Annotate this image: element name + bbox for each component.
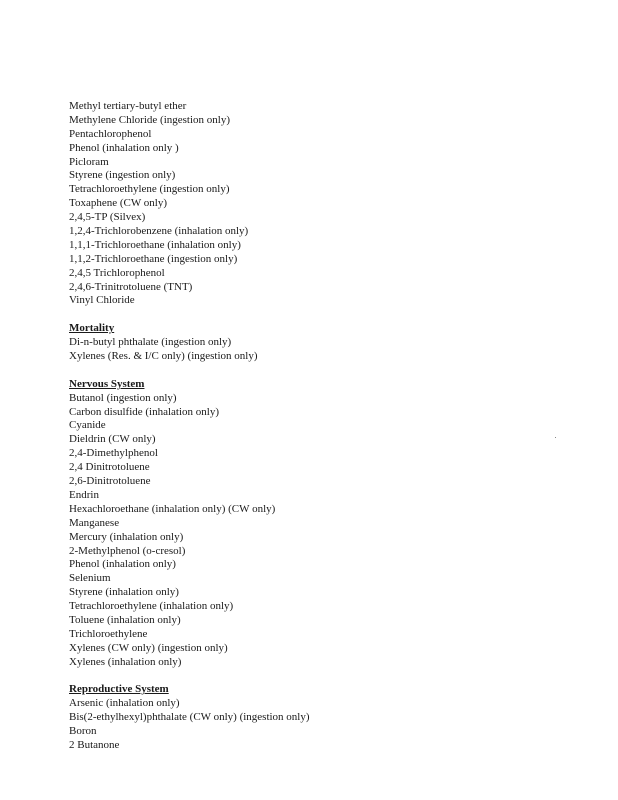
- list-item: 2-Methylphenol (o-cresol): [69, 544, 186, 557]
- list-item: 2,4 Dinitrotoluene: [69, 461, 150, 474]
- list-item: 2,6-Dinitrotoluene: [69, 475, 151, 488]
- section: [69, 322, 569, 364]
- list-item: Boron: [69, 725, 97, 738]
- list-item: Xylenes (CW only) (ingestion only): [69, 641, 228, 654]
- document-body: [69, 100, 569, 753]
- sections-container: [69, 308, 569, 753]
- section-heading: Mortality: [69, 322, 115, 335]
- list-item: Methylene Chloride (ingestion only): [69, 113, 230, 126]
- list-item: Butanol (ingestion only): [69, 391, 177, 404]
- list-item: Tetrachloroethylene (inhalation only): [69, 600, 234, 613]
- list-item: Phenol (inhalation only): [69, 558, 176, 571]
- list-item: 1,1,2-Trichloroethane (ingestion only): [69, 252, 238, 265]
- scan-speck: [555, 437, 556, 438]
- section-heading: Nervous System: [69, 377, 145, 390]
- list-item: 2,4,5-TP (Silvex): [69, 211, 146, 224]
- list-item: Mercury (inhalation only): [69, 530, 184, 543]
- list-item: Dieldrin (CW only): [69, 433, 156, 446]
- list-item: 1,2,4-Trichlorobenzene (inhalation only): [69, 225, 249, 238]
- list-item: Manganese: [69, 516, 120, 529]
- section-spacer: [69, 364, 569, 378]
- list-item: Cyanide: [69, 419, 106, 432]
- list-item: Bis(2-ethylhexyl)phthalate (CW only) (ingestion only): [69, 711, 310, 724]
- section: [69, 378, 569, 670]
- list-item: Selenium: [69, 572, 111, 585]
- list-item: Picloram: [69, 155, 109, 168]
- intro-list: [69, 100, 569, 308]
- list-item: Styrene (ingestion only): [69, 169, 176, 182]
- list-item: Toxaphene (CW only): [69, 197, 168, 210]
- list-item: Trichloroethylene: [69, 627, 148, 640]
- list-item: Tetrachloroethylene (ingestion only): [69, 183, 230, 196]
- list-item: Phenol (inhalation only ): [69, 141, 179, 154]
- list-item: Pentachlorophenol: [69, 127, 152, 140]
- list-item: Endrin: [69, 488, 99, 501]
- list-item: Xylenes (inhalation only): [69, 655, 182, 668]
- section-heading: Reproductive System: [69, 683, 169, 696]
- list-item: 2,4-Dimethylphenol: [69, 447, 158, 460]
- list-item: 2,4,6-Trinitrotoluene (TNT): [69, 280, 193, 293]
- section: [69, 683, 569, 752]
- section-spacer: [69, 308, 569, 322]
- list-item: 1,1,1-Trichloroethane (inhalation only): [69, 238, 241, 251]
- list-item: Vinyl Chloride: [69, 294, 135, 307]
- list-item: Di-n-butyl phthalate (ingestion only): [69, 336, 232, 349]
- list-item: 2 Butanone: [69, 738, 120, 751]
- list-item: Xylenes (Res. & I/C only) (ingestion only): [69, 350, 258, 363]
- section-spacer: [69, 670, 569, 684]
- list-item: 2,4,5 Trichlorophenol: [69, 266, 165, 279]
- list-item: Toluene (inhalation only): [69, 613, 181, 626]
- list-item: Carbon disulfide (inhalation only): [69, 405, 219, 418]
- list-item: Styrene (inhalation only): [69, 586, 179, 599]
- list-item: Hexachloroethane (inhalation only) (CW only): [69, 502, 276, 515]
- list-item: Arsenic (inhalation only): [69, 697, 180, 710]
- list-item: Methyl tertiary-butyl ether: [69, 100, 187, 112]
